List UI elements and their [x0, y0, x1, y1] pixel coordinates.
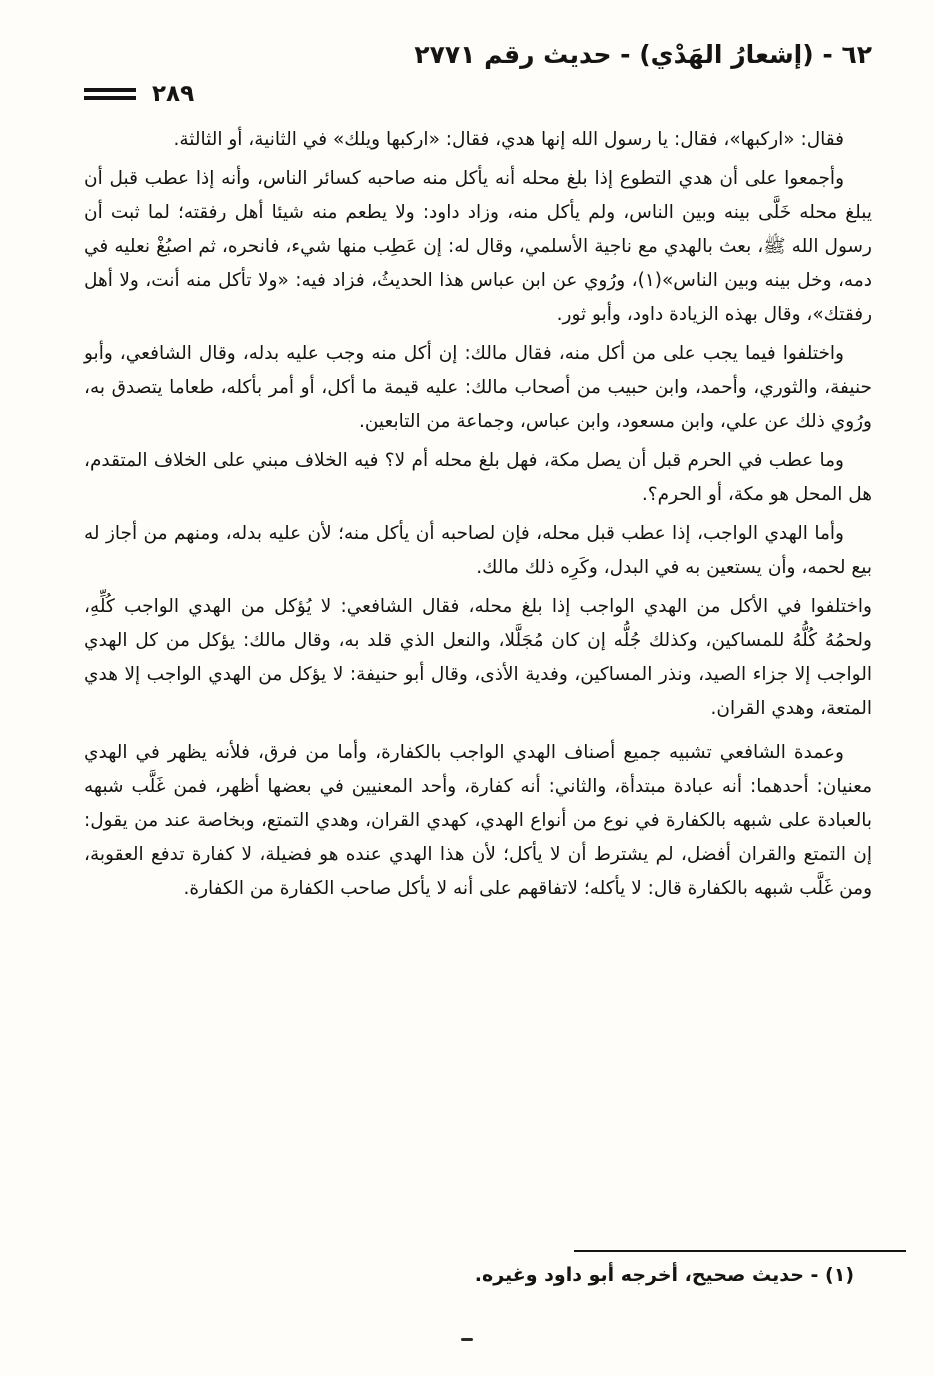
paragraph: وعمدة الشافعي تشبيه جميع أصناف الهدي الواجب بالكفارة، وأما من فرق، فلأنه يظهر في الهدي معنيان: أحدهما: أنه عبادة مبتدأة، والثاني: أنه كفارة، وأحد المعنيين في بعضها أظهر، فمن غَلَّب شبهه بالعبادة على شبهه بالكفارة في نوع من أنواع الهدي، كهدي القران، وهدي التمتع، وبخاصة عند من يقول: إن التمتع والقران أفضل، لم يشترط أن لا يأكل؛ لأن هذا الهدي عنده هو فضيلة، لا كفارة تدفع العقوبة، ومن غَلَّب شبهه بالكفارة قال: لا يأكله؛ لاتفاقهم على أنه لا يأكل صاحب الكفارة من الكفارة. — [84, 742, 872, 899]
footnote-divider — [574, 1250, 906, 1252]
paragraph: وأما الهدي الواجب، إذا عطب قبل محله، فإن لصاحبه أن يأكل منه؛ لأن عليه بدله، ومنهم من أجاز له بيع لحمه، وأن يستعين به في البدل، وكَرِه ذلك مالك. — [84, 523, 872, 578]
paragraph: واختلفوا فيما يجب على من أكل منه، فقال مالك: إن أكل منه وجب عليه بدله، وقال الشافعي، وأبو حنيفة، والثوري، وأحمد، وابن حبيب من أصحاب مالك: عليه قيمة ما أكل، أو أمر بأكله، طعاما يتصدق به، ورُوي ذلك عن علي، وابن مسعود، وابن عباس، وجماعة من التابعين. — [84, 343, 872, 432]
paragraph: واختلفوا في الأكل من الهدي الواجب إذا بلغ محله، فقال الشافعي: لا يُؤكل من الهدي الواجب كُلِّهِ، ولحمُهُ كُلُّهُ للمساكين، وكذلك جُلُّه إن كان مُجَلَّلا، والنعل الذي قلد به، وقال مالك: يؤكل من كل الهدي الواجب إلا جزاء الصيد، ونذر المساكين، وفدية الأذى، وقال أبو حنيفة: لا يؤكل من الهدي الواجب إلا هدي المتعة، وهدي القران. — [84, 596, 872, 719]
page-bottom-mark — [461, 1338, 473, 1341]
chapter-header: ٦٢ - (إشعارُ الهَدْي) - حديث رقم ٢٧٧١ — [414, 40, 872, 69]
paragraph: وما عطب في الحرم قبل أن يصل مكة، فهل بلغ محله أم لا؟ فيه الخلاف مبني على الخلاف المتقدم، هل المحل هو مكة، أو الحرم؟. — [84, 450, 872, 505]
page-body — [0, 107, 934, 1215]
footnote: (١) - حديث صحيح، أخرجه أبو داود وغيره. — [474, 1264, 854, 1286]
paragraph: وأجمعوا على أن هدي التطوع إذا بلغ محله أنه يأكل منه صاحبه كسائر الناس، وأنه إذا عطب قبل أن يبلغ محله خَلَّى بينه وبين الناس، ولم يأكل منه، وزاد داود: ولا يطعم منه شيئا أهل رفقته؛ لما ثبت أن رسول الله ﷺ، بعث بالهدي مع ناجية الأسلمي، وقال له: إن عَطِب منها شيء، فانحره، ثم اصبُغْ نعليه في دمه، وخل بينه وبين الناس»(١)، ورُوي عن ابن عباس هذا الحديثُ، فزاد فيه: «ولا تأكل منه أنت، ولا أهل رفقتك»، وقال بهذه الزيادة داود، وأبو ثور. — [84, 168, 872, 325]
page-number-row — [0, 81, 934, 107]
paragraph: فقال: «اركبها»، فقال: يا رسول الله إنها هدي، فقال: «اركبها ويلك» في الثانية، أو الثالثة. — [173, 129, 844, 150]
page-number-rule — [84, 88, 136, 100]
page-number: ٢٨٩ — [152, 80, 195, 107]
